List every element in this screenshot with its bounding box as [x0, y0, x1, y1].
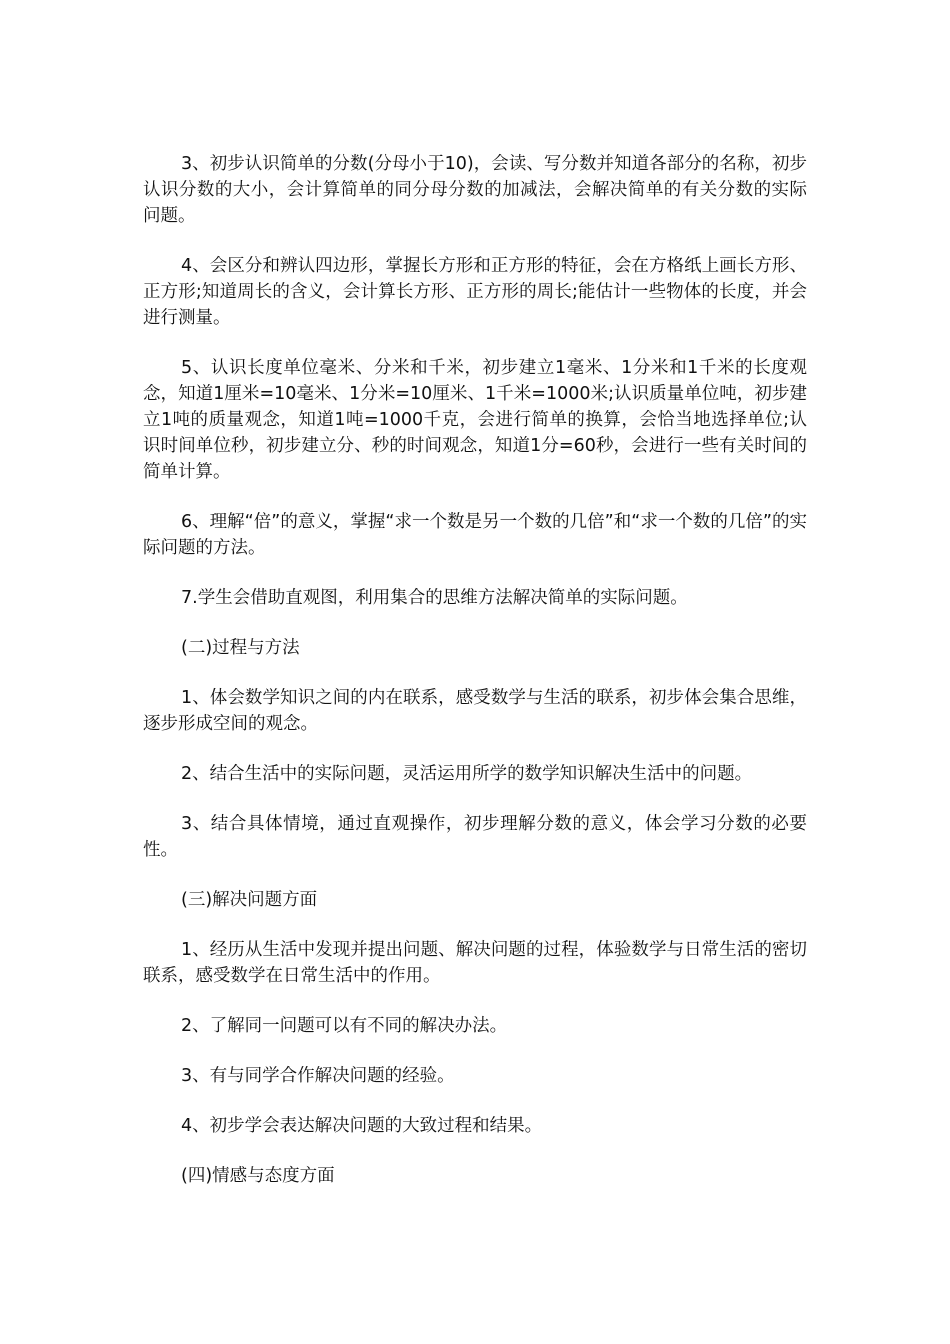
section-heading-emotion-attitude: (四)情感与态度方面	[181, 1166, 335, 1186]
section-heading-process-methods: (二)过程与方法	[181, 638, 300, 658]
paragraph-problem-1: 1、经历从生活中发现并提出问题、解决问题的过程，体验数学与日常生活的密切联系，感受数学在日常生活中的作用。	[143, 940, 807, 986]
paragraph-sets: 7.学生会借助直观图，利用集合的思维方法解决简单的实际问题。	[181, 588, 688, 608]
paragraph-fractions: 3、初步认识简单的分数(分母小于10)，会读、写分数并知道各部分的名称，初步认识分数的大小，会计算简单的同分母分数的加减法，会解决简单的有关分数的实际问题。	[143, 154, 807, 226]
document-body	[143, 151, 807, 1213]
section-heading-problem-solving: (三)解决问题方面	[181, 890, 318, 910]
paragraph-quadrilaterals: 4、会区分和辨认四边形，掌握长方形和正方形的特征，会在方格纸上画长方形、正方形;知道周长的含义，会计算长方形、正方形的周长;能估计一些物体的长度，并会进行测量。	[143, 256, 807, 328]
paragraph-process-1: 1、体会数学知识之间的内在联系，感受数学与生活的联系，初步体会集合思维，逐步形成空间的观念。	[143, 688, 807, 734]
paragraph-problem-2: 2、了解同一问题可以有不同的解决办法。	[181, 1016, 508, 1036]
paragraph-process-3: 3、结合具体情境，通过直观操作，初步理解分数的意义，体会学习分数的必要性。	[143, 814, 807, 860]
paragraph-multiples: 6、理解“倍”的意义，掌握“求一个数是另一个数的几倍”和“求一个数的几倍”的实际问题的方法。	[143, 512, 807, 558]
paragraph-problem-4: 4、初步学会表达解决问题的大致过程和结果。	[181, 1116, 543, 1136]
paragraph-units: 5、认识长度单位毫米、分米和千米，初步建立1毫米、1分米和1千米的长度观念，知道1厘米=10毫米、1分米=10厘米、1千米=1000米;认识质量单位吨，初步建立1吨的质量观念，知道1吨=1000千克，会进行简单的换算，会恰当地选择单位;认识时间单位秒，初步建立分、秒的时间观念，知道1分=60秒，会进行一些有关时间的简单计算。	[143, 358, 807, 482]
paragraph-process-2: 2、结合生活中的实际问题，灵活运用所学的数学知识解决生活中的问题。	[181, 764, 753, 784]
paragraph-problem-3: 3、有与同学合作解决问题的经验。	[181, 1066, 455, 1086]
